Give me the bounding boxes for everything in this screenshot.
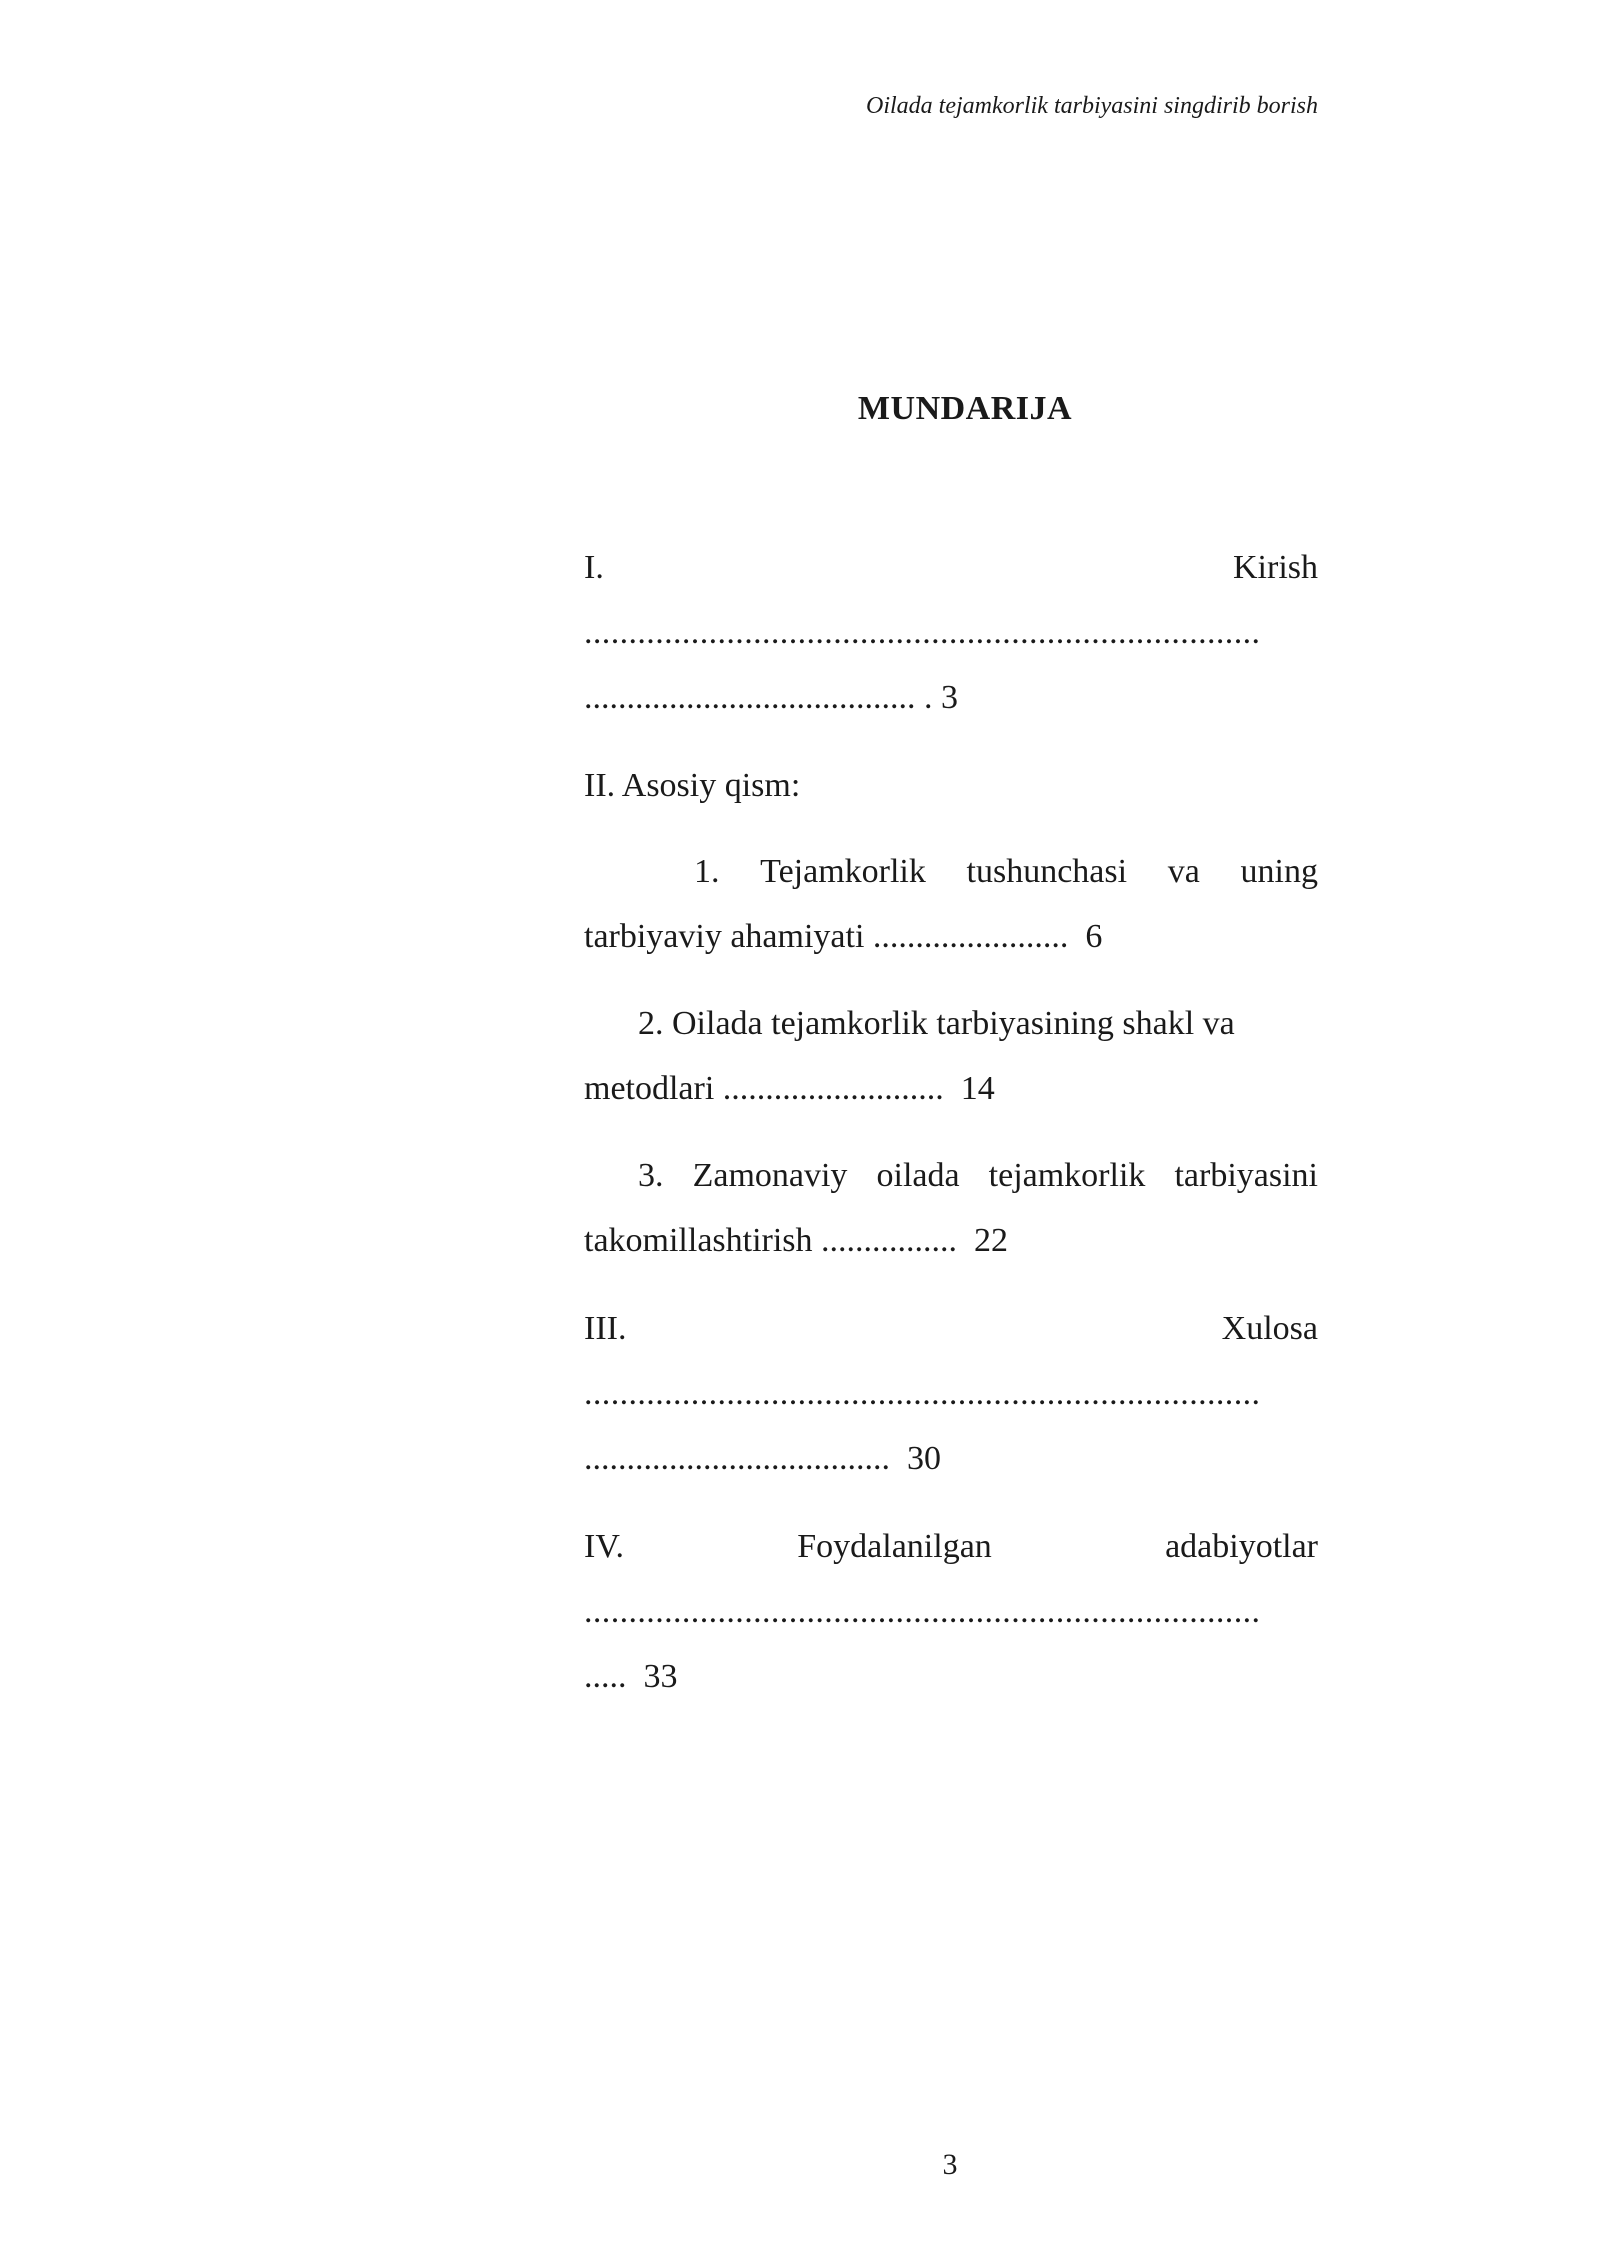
- toc-entry-conclusion-dots: ............................................................................: [584, 1375, 1261, 1412]
- toc-entry-intro-dots: ............................................................................: [584, 614, 1261, 651]
- toc-entry-references-word: adabiyotlar: [1165, 1528, 1318, 1565]
- toc-entry-references-dots: ............................................................................: [584, 1593, 1261, 1630]
- running-header: Oilada tejamkorlik tarbiyasini singdirib borish: [865, 93, 1318, 119]
- toc-title: MUNDARIJA: [857, 390, 1073, 427]
- toc-entry-intro-numeral: I.: [584, 549, 604, 586]
- toc-entry-conclusion-label: Xulosa: [1221, 1310, 1318, 1347]
- toc-section-3-page: takomillashtirish ................ 22: [584, 1222, 1009, 1259]
- toc-section-1-line1: [694, 852, 1318, 892]
- page-number: 3: [942, 2148, 958, 2181]
- toc-entry-references-page: ..... 33: [584, 1658, 678, 1695]
- toc-section-1-word: va: [1167, 853, 1200, 890]
- toc-entry-intro-label: Kirish: [1233, 549, 1318, 586]
- toc-section-3-line1: 3. Zamonaviy oilada tejamkorlik tarbiyasini: [638, 1157, 1318, 1194]
- toc-entry-references-word: Foydalanilgan: [797, 1528, 992, 1565]
- toc-section-2-line1: 2. Oilada tejamkorlik tarbiyasining shakl va: [638, 1005, 1235, 1042]
- toc-entry-conclusion-line1: [584, 1309, 1318, 1349]
- toc-section-1-word: tushunchasi: [966, 853, 1128, 890]
- toc-entry-conclusion-numeral: III.: [584, 1310, 627, 1347]
- toc-section-2-page: metodlari .......................... 14: [584, 1070, 995, 1107]
- toc-entry-conclusion-page: .................................... 30: [584, 1440, 941, 1477]
- toc-entry-references-numeral: IV.: [584, 1528, 624, 1565]
- toc-section-1-word: uning: [1240, 853, 1318, 890]
- toc-section-1-page: tarbiyaviy ahamiyati ....................... 6: [584, 918, 1103, 955]
- toc-entry-intro-page: ....................................... . 3: [584, 679, 958, 716]
- toc-entry-references-line1: [584, 1527, 1318, 1567]
- toc-section-1-numeral: 1.: [694, 853, 720, 890]
- toc-entry-intro-line1: [584, 548, 1318, 588]
- toc-section-1-word: Tejamkorlik: [760, 853, 926, 890]
- toc-main-part-heading: II. Asosiy qism:: [584, 767, 801, 804]
